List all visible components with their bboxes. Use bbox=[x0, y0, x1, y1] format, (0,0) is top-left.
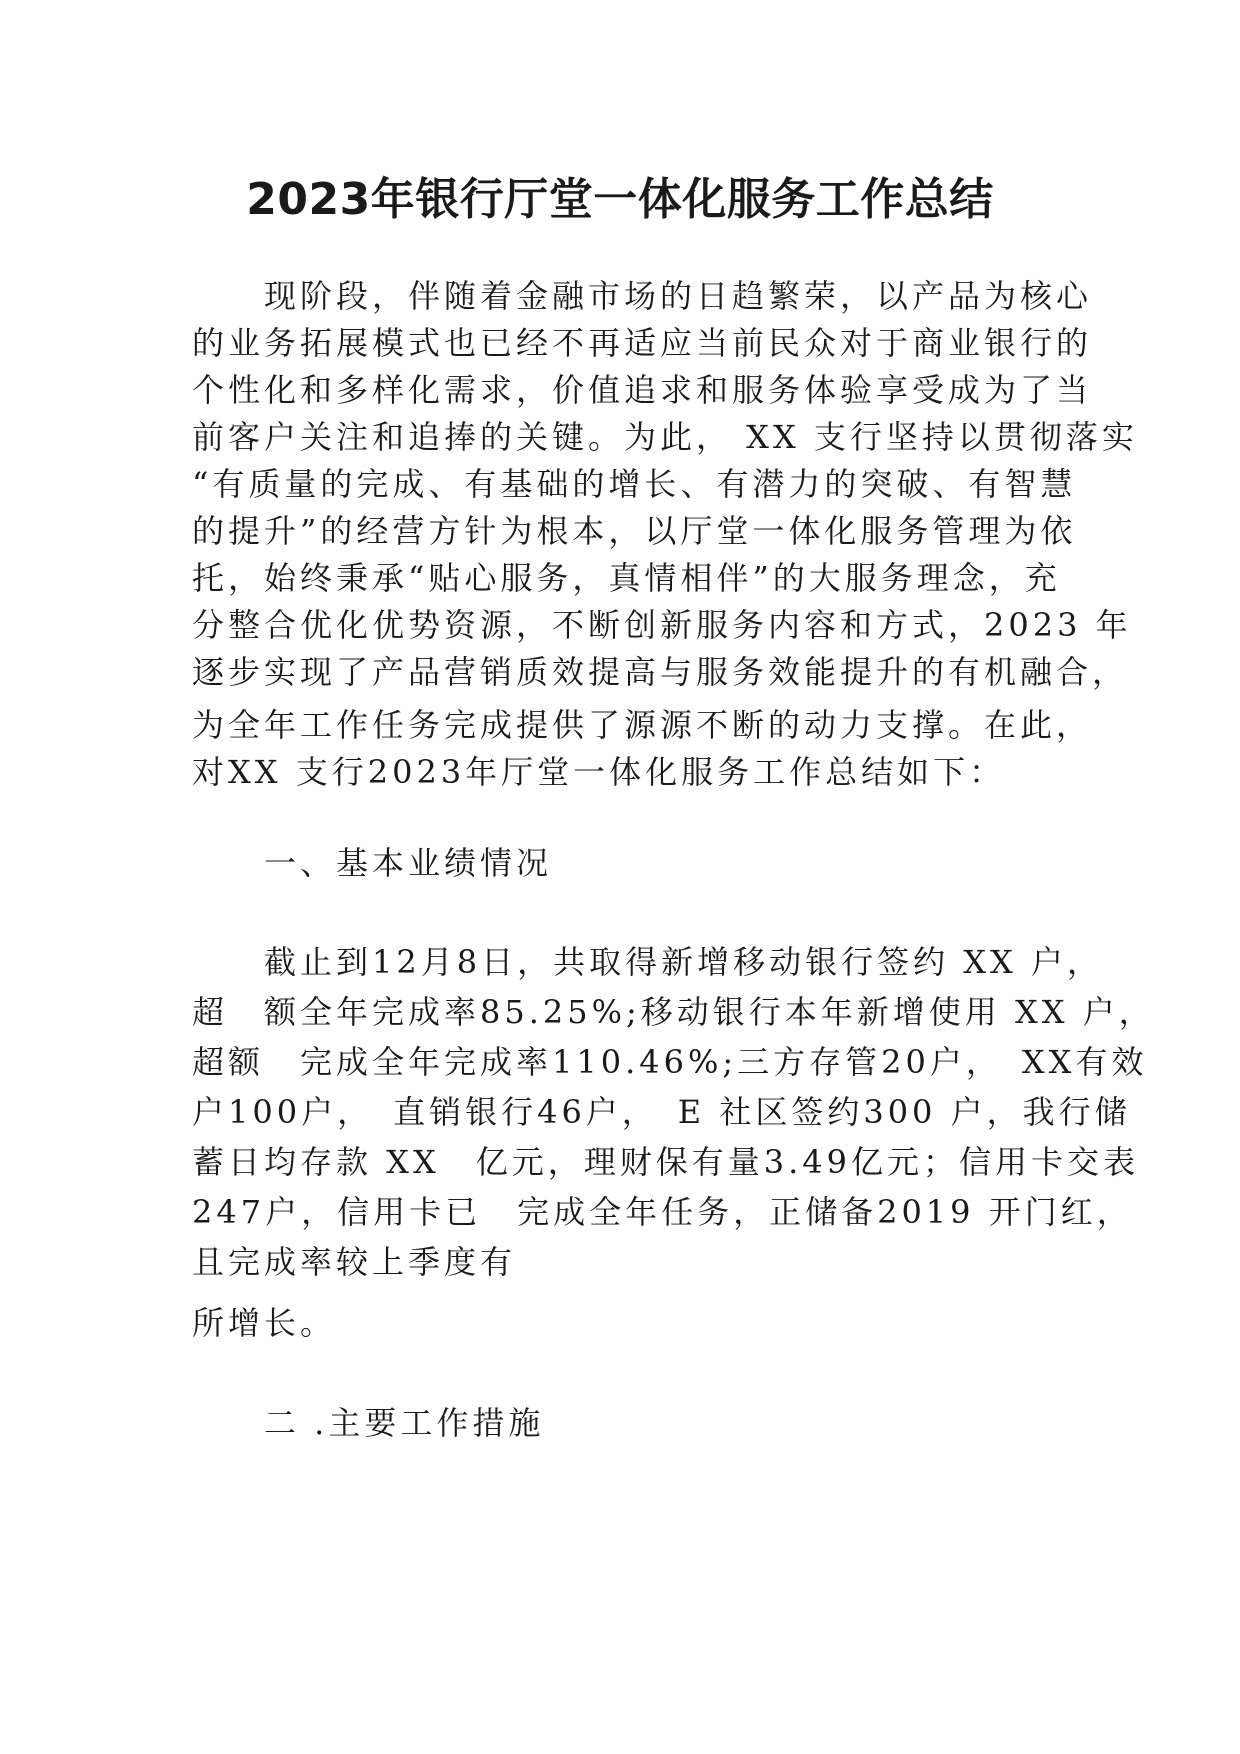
paragraph-line: 截止到12月8日，共取得新增移动银行签约 XX 户， bbox=[192, 943, 1103, 981]
paragraph-line: 分整合优化优势资源，不断创新服务内容和方式，2023 年 bbox=[192, 606, 1132, 644]
paragraph-line: 247户，信用卡已 完成全年任务，正储备2019 开门红， bbox=[192, 1193, 1133, 1231]
paragraph-line: 所增长。 bbox=[192, 1304, 337, 1342]
paragraph-line: 的业务拓展模式也已经不再适应当前民众对于商业银行的 bbox=[192, 324, 1093, 362]
paragraph-line: 为全年工作任务完成提供了源源不断的动力支撑。在此， bbox=[192, 706, 1093, 744]
paragraph-line: 托，始终秉承“贴心服务，真情相伴”的大服务理念，充 bbox=[192, 559, 1061, 597]
paragraph-line: 逐步实现了产品营销质效提高与服务效能提升的有机融合， bbox=[192, 653, 1129, 691]
section-heading: 二 .主要工作措施 bbox=[192, 1404, 545, 1442]
document-title: 2023年银行厅堂一体化服务工作总结 bbox=[246, 174, 994, 225]
section-heading: 一、基本业绩情况 bbox=[192, 844, 553, 882]
paragraph-line: 的提升”的经营方针为根本，以厅堂一体化服务管理为依 bbox=[192, 512, 1077, 550]
paragraph-line: 超额 完成全年完成率110.46%;三方存管20户， XX有效 bbox=[192, 1043, 1148, 1081]
paragraph-line: 且完成率较上季度有 bbox=[192, 1243, 517, 1281]
paragraph-line: “有质量的完成、有基础的增长、有潜力的突破、有智慧 bbox=[192, 465, 1077, 503]
paragraph-line: 个性化和多样化需求，价值追求和服务体验享受成为了当 bbox=[192, 371, 1093, 409]
paragraph-line: 户100户， 直销银行46户， E 社区签约300 户，我行储 bbox=[192, 1093, 1131, 1131]
paragraph-line: 前客户关注和追捧的关键。为此， XX 支行坚持以贯彻落实 bbox=[192, 418, 1138, 456]
paragraph-line: 超 额全年完成率85.25%;移动银行本年新增使用 XX 户， bbox=[192, 993, 1155, 1031]
paragraph-line: 蓄日均存款 XX 亿元，理财保有量3.49亿元；信用卡交表 bbox=[192, 1143, 1139, 1181]
paragraph-line: 对XX 支行2023年厅堂一体化服务工作总结如下： bbox=[192, 753, 1006, 791]
paragraph-line: 现阶段，伴随着金融市场的日趋繁荣，以产品为核心 bbox=[192, 277, 1093, 315]
